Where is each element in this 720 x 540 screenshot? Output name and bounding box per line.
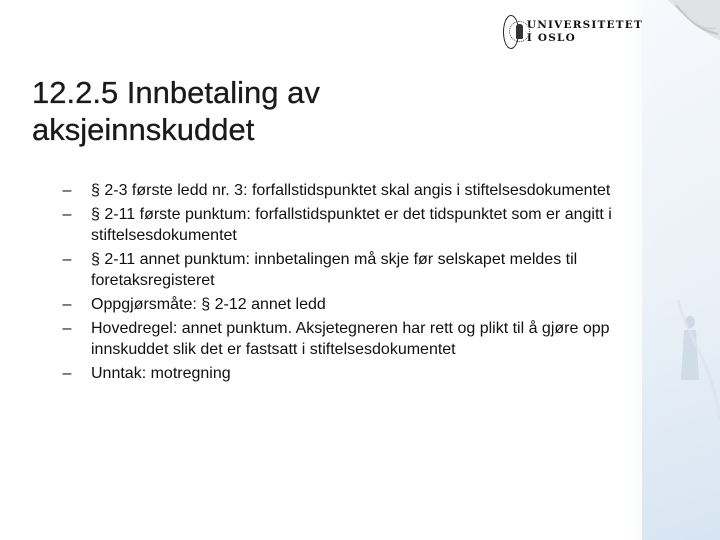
bullet-item [60,363,630,384]
bullet-text: Hovedregel: annet punktum. Aksjetegneren har rett og plikt til å gjøre opp innskuddet slik det er fastsatt i stiftelsesdokumentet [91,320,610,358]
logo-line-2: I OSLO [526,32,576,44]
bullet-marker: – [62,320,72,337]
slide-title [32,74,632,148]
bullet-item [60,249,630,291]
bullet-item [60,180,630,201]
bullet-text: § 2-11 annet punktum: innbetalingen må skje før selskapet meldes til foretaksregisteret [91,251,578,289]
university-seal-icon [503,15,519,49]
slide-title-line-2: aksjeinnskuddet [32,112,255,147]
bullet-item [60,204,630,246]
bullet-marker: – [62,206,72,223]
engraving-figure-icon [628,0,720,540]
bullet-marker: – [62,251,72,268]
decorative-side-band [628,0,720,540]
bullet-marker: – [62,296,72,313]
bullet-text: § 2-11 første punktum: forfallstidspunktet er det tidspunktet som er angitt i stiftelsesdokumentet [91,206,612,244]
bullet-item [60,318,630,360]
bullet-marker: – [62,182,72,199]
bullet-item [60,294,630,315]
bullet-text: § 2-3 første ledd nr. 3: forfallstidspunktet skal angis i stiftelsesdokumentet [91,182,611,199]
slide-title-line-1: 12.2.5 Innbetaling av [32,75,320,110]
bullet-list [60,180,630,387]
university-logo [503,12,643,52]
bullet-text: Unntak: motregning [91,365,231,382]
bullet-text: Oppgjørsmåte: § 2-12 annet ledd [91,296,326,313]
bullet-marker: – [62,365,72,382]
logo-text [527,19,643,45]
logo-line-1: UNIVERSITETET [526,19,643,31]
